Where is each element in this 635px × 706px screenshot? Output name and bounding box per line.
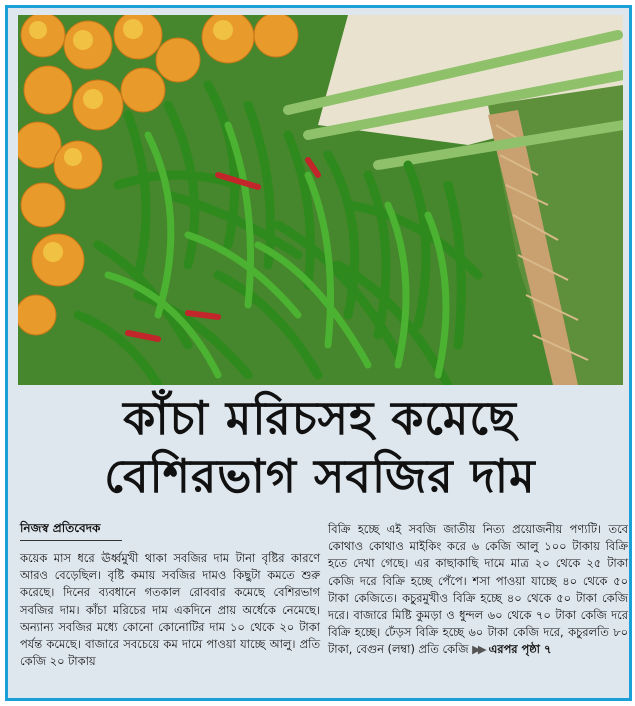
news-clipping bbox=[5, 5, 632, 701]
article-column-left: কয়েক মাস ধরে ঊর্ধ্বমুখী থাকা সবজির দাম টানা বৃষ্টির কারণে আরও বেড়েছিল। বৃষ্টি কমায় সবজির দামও কিছুটা কমতে শুরু করেছে। দিনের ব্যবধানে গতকাল রোববার কমেছে বেশিরভাগ সবজির দাম। কাঁচা মরিচের দাম একদিনে প্রায় অর্ধেকে নেমেছে। অন্যান্য সবজির মধ্যে কোনো কোনোটির দাম ১০ থেকে ২০ টাকা পর্যন্ত কমেছে। বাজারে সবচেয়ে কম দামে পাওয়া যাচ্ছে আলু। প্রতি কেজি ২০ টাকায় bbox=[20, 551, 320, 669]
continued-note bbox=[472, 642, 551, 656]
headline bbox=[20, 390, 620, 506]
headline-line-2: বেশিরভাগ সবজির দাম bbox=[104, 449, 536, 503]
double-arrow-icon: ▶▶ bbox=[472, 642, 484, 657]
article-column-right-text: বিক্রি হচ্ছে এই সবজি জাতীয় নিত্য প্রয়োজনীয় পণ্যটি। তবে কোথাও কোথাও মাইকিং করে ৬ কেজি আলু ১০০ টাকায় বিক্রি হতে দেখা গেছে। এর কাছাকাছি দামে মাত্র ২০ থেকে ২৫ টাকা কেজি দরে বিক্রি হচ্ছে পেঁপে। শসা পাওয়া যাচ্ছে ৪০ থেকে ৫০ টাকা কেজিতে। কচুরমুখীও বিক্রি হচ্ছে ৪০ থেকে ৫০ টাকা কেজি দরে। বাজারে মিষ্টি কুমড়া ও ধুন্দল ৬০ থেকে ৭০ টাকা কেজি দরে বিক্রি হচ্ছে। ঢেঁড়স বিক্রি হচ্ছে ৬০ টাকা কেজি দরে, কচুরলতি ৮০ টাকা, বেগুন (লম্বা) প্রতি কেজি bbox=[328, 522, 628, 657]
continued-label: এরপর পৃষ্ঠা ৭ bbox=[488, 642, 552, 657]
vegetable-photo bbox=[18, 15, 623, 385]
article-column-right bbox=[328, 521, 628, 659]
chilies-and-tomatoes-image bbox=[18, 15, 623, 385]
byline: নিজস্ব প্রতিবেদক bbox=[20, 520, 122, 541]
headline-line-1: কাঁচা মরিচসহ কমেছে bbox=[123, 391, 517, 445]
